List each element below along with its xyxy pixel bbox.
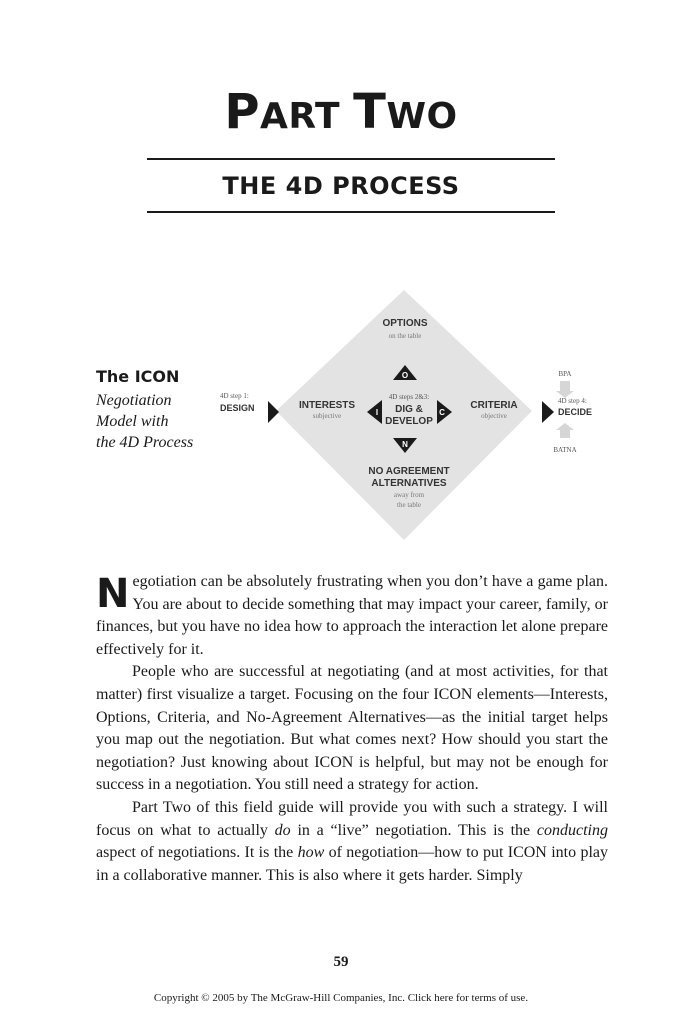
- paragraph-text: of negotiation—how to put ICON into play in a collaborative manner. This is also where it gets harder. Simply: [96, 844, 608, 884]
- paragraph-text: egotiation can be absolutely frustrating when you don’t have a game plan. You are about to decide something that may impact your career, family, or finances, but you have no idea how to approach the interaction let alone prepare effectively for it.: [96, 573, 608, 658]
- part-title-rest-2: WO: [386, 96, 458, 137]
- batna-label: BATNA: [553, 446, 577, 454]
- criteria-label: CRITERIA: [470, 400, 518, 411]
- icon-4d-diagram: [212, 290, 592, 546]
- figure-caption: [96, 367, 216, 453]
- terms-of-use-link[interactable]: Click here for terms of use.: [407, 992, 529, 1004]
- part-title: [0, 84, 682, 140]
- bpa-label: BPA: [558, 370, 572, 378]
- emphasis: how: [297, 844, 325, 862]
- part-title-initial-t: T: [353, 84, 387, 140]
- step1-label: 4D step 1:: [220, 392, 249, 400]
- emphasis: conducting: [536, 821, 608, 839]
- options-sub-label: on the table: [388, 332, 422, 340]
- caption-line: Negotiation: [96, 392, 172, 409]
- alternatives-label: ALTERNATIVES: [371, 478, 447, 489]
- paragraph: [96, 571, 608, 661]
- part-title-rest-1: ART: [260, 96, 354, 137]
- page-number: 59: [333, 954, 349, 970]
- letter-n: N: [402, 440, 408, 449]
- decide-label: DECIDE: [558, 407, 592, 417]
- develop-label: DEVELOP: [385, 416, 433, 427]
- caption-title: The ICON: [96, 367, 180, 386]
- paragraph: People who are successful at negotiating (and at most activities, for that matter) first visualize a target. Focusing on the four ICON elements—Interests, Options, Criteria, and No-Agreement Alternatives—as the initial target helps you map out the negotiation. But what comes next? How should you start the negotiation? Just knowing about ICON is helpful, but may not be enough for success in a negotiation. You still need a strategy for action.: [96, 663, 608, 794]
- design-arrow-icon: [268, 401, 279, 423]
- title-rule-top: [147, 158, 555, 160]
- design-label: DESIGN: [220, 403, 255, 413]
- steps-2-3-label: 4D steps 2&3:: [388, 393, 430, 401]
- letter-c: C: [439, 408, 445, 417]
- copyright-footer: [0, 992, 682, 1004]
- paragraph: [96, 797, 608, 887]
- title-rule-bottom: [147, 211, 555, 213]
- section-title: THE 4D PROCESS: [222, 172, 460, 200]
- bpa-down-arrow-icon: [556, 381, 574, 398]
- interests-label: INTERESTS: [298, 400, 356, 411]
- drop-cap: N: [96, 571, 130, 617]
- letter-i: I: [375, 408, 379, 417]
- paragraph-text: in a “live” negotiation. This is the: [290, 821, 537, 839]
- letter-o: O: [401, 371, 409, 380]
- emphasis: do: [274, 821, 291, 839]
- caption-line: Model with: [96, 413, 169, 430]
- decide-arrow-icon: [542, 401, 554, 423]
- step4-label: 4D step 4:: [558, 397, 587, 405]
- no-agreement-label: NO AGREEMENT: [368, 466, 450, 477]
- part-title-initial-p: P: [224, 84, 261, 140]
- paragraph-text: Part Two of this field guide will provide you with such a strategy. I will focus on what to actually: [96, 798, 608, 839]
- away-from-label: away from: [393, 491, 425, 499]
- the-table-label: the table: [397, 501, 421, 509]
- criteria-sub-label: objective: [481, 412, 507, 420]
- options-label: OPTIONS: [382, 318, 428, 329]
- body-text: [96, 571, 608, 887]
- caption-line: the 4D Process: [96, 434, 194, 451]
- copyright-text: Copyright © 2005 by The McGraw-Hill Companies, Inc.: [153, 992, 408, 1004]
- batna-up-arrow-icon: [556, 423, 574, 438]
- dig-label: DIG &: [395, 404, 423, 415]
- paragraph-text: aspect of negotiations. It is the: [96, 844, 298, 862]
- interests-sub-label: subjective: [312, 412, 342, 420]
